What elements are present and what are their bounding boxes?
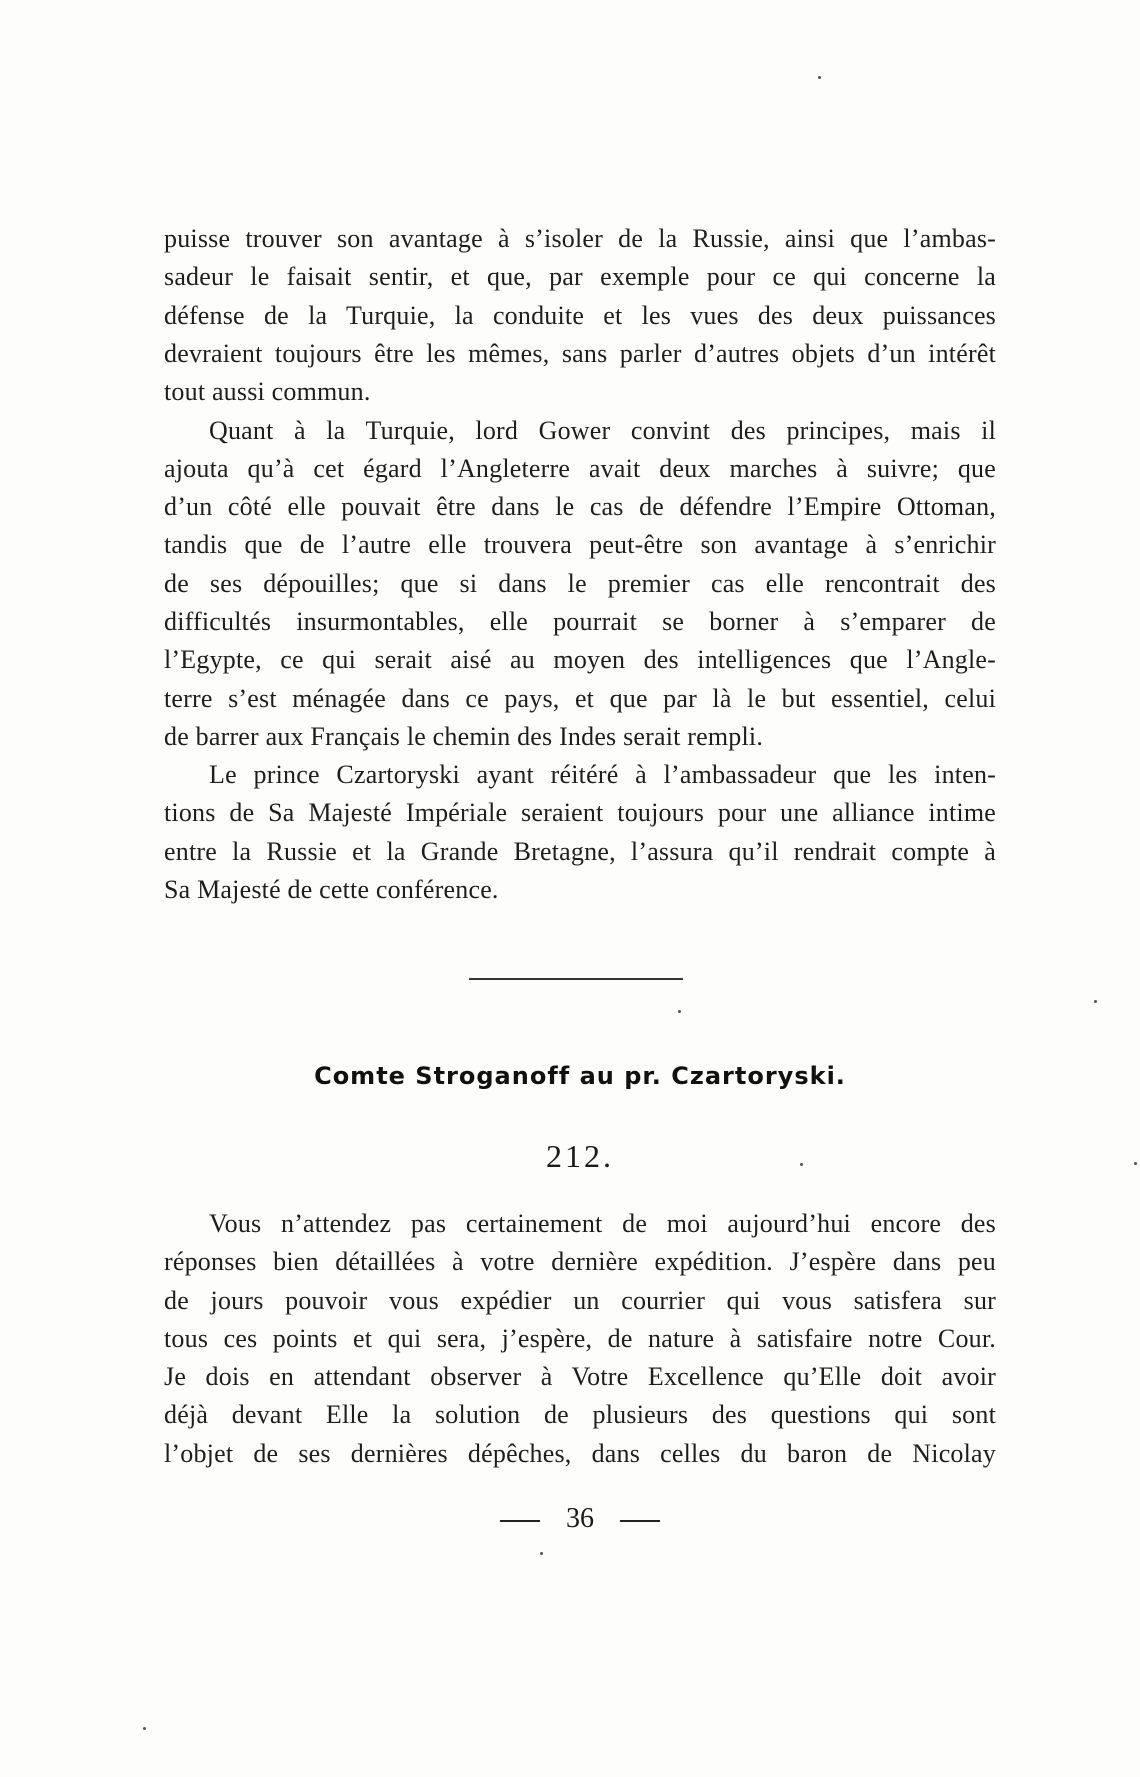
scan-speck [818, 76, 821, 79]
page-footer [164, 1503, 996, 1535]
paragraph-turquie [164, 412, 996, 757]
document-number: 212. [546, 1138, 614, 1174]
footer-dash-right [620, 1520, 660, 1522]
footer-dash-left [500, 1520, 540, 1522]
scan-speck [1094, 1000, 1097, 1003]
text-line: de barrer aux Français le chemin des Indes serait rempli. [164, 721, 764, 751]
paragraph-continuation [164, 220, 996, 411]
text-line: déjà devant Elle la solution de plusieurs des questions qui sont [164, 1400, 996, 1430]
scan-speck [800, 1163, 803, 1166]
text-line: l’objet de ses dernières dépêches, dans celles du baron de Nicolay [164, 1438, 996, 1468]
scan-speck [143, 1727, 146, 1730]
text-line: réponses bien détaillées à votre dernière expédition. J’espère dans peu [164, 1247, 996, 1277]
text-line: tout aussi commun. [164, 377, 371, 407]
scan-speck [540, 1552, 543, 1555]
text-line: de ses dépouilles; que si dans le premier cas elle rencontrait des [164, 568, 996, 598]
text-line: ajouta qu’à cet égard l’Angleterre avait deux marches à suivre; que [164, 453, 996, 483]
text-line: l’Egypte, ce qui serait aisé au moyen des intelligences que l’Angle- [164, 645, 996, 675]
text-line: entre la Russie et la Grande Bretagne, l’assura qu’il rendrait compte à [164, 836, 996, 866]
paragraph-czartoryski [164, 756, 996, 909]
text-line: d’un côté elle pouvait être dans le cas de défendre l’Empire Ottoman, [164, 492, 996, 522]
text-line: défense de la Turquie, la conduite et les vues des deux puissances [164, 300, 996, 330]
text-line: puisse trouver son avantage à s’isoler de la Russie, ainsi que l’ambas- [164, 224, 996, 253]
scan-speck [678, 1010, 681, 1013]
text-line: sadeur le faisait sentir, et que, par exemple pour ce qui concerne la [164, 262, 996, 292]
text-line: Quant à la Turquie, lord Gower convint des principes, mais il [209, 415, 996, 445]
text-line: devraient toujours être les mêmes, sans parler d’autres objets d’un intérêt [164, 338, 996, 368]
text-line: de jours pouvoir vous expédier un courrier qui vous satisfera sur [164, 1285, 996, 1315]
scan-speck [1134, 1162, 1137, 1165]
paragraph-letter [164, 1205, 996, 1473]
text-line: difficultés insurmontables, elle pourrait se borner à s’emparer de [164, 606, 996, 636]
section-separator [469, 978, 683, 980]
text-line: tandis que de l’autre elle trouvera peut-être son avantage à s’enrichir [164, 530, 996, 560]
text-line: Je dois en attendant observer à Votre Excellence qu’Elle doit avoir [164, 1362, 996, 1392]
text-line: Vous n’attendez pas certainement de moi aujourd’hui encore des [209, 1209, 996, 1238]
text-line: terre s’est ménagée dans ce pays, et que par là le but essentiel, celui [164, 683, 996, 713]
letter-heading: Comte Stroganoff au pr. Czartoryski. [314, 1062, 846, 1090]
text-line: tous ces points et qui sera, j’espère, de nature à satisfaire notre Cour. [164, 1323, 996, 1353]
text-line: Sa Majesté de cette conférence. [164, 874, 499, 904]
text-line: Le prince Czartoryski ayant réitéré à l’ambassadeur que les inten- [209, 760, 996, 789]
page-number: 36 [566, 1503, 594, 1534]
text-line: tions de Sa Majesté Impériale seraient toujours pour une alliance intime [164, 798, 996, 828]
